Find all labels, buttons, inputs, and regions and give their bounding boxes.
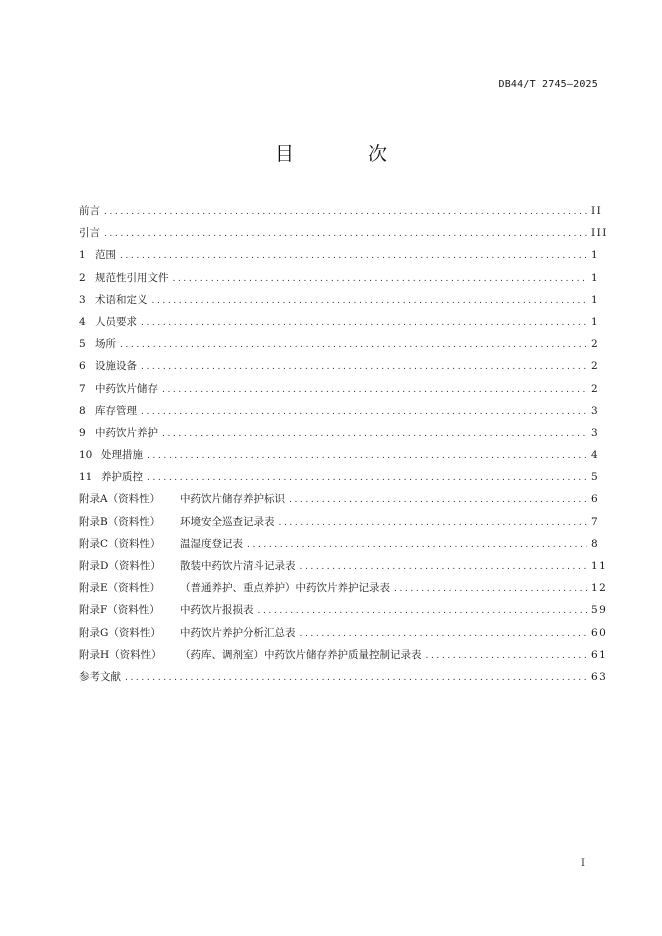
toc-entry-title: 人员要求	[95, 315, 137, 328]
toc-entry-title: 处理措施	[101, 449, 143, 462]
toc-entry-number: 附录C（资料性）	[79, 537, 161, 550]
toc-entry[interactable]	[79, 222, 608, 244]
toc-entry-title: 参考文献	[79, 670, 121, 683]
toc-entry-page: 1	[591, 249, 600, 262]
toc-entry[interactable]	[79, 666, 608, 688]
toc-dot-leader	[147, 467, 587, 489]
toc-entry-number: 附录A（资料性）	[79, 493, 161, 506]
toc-entry-page: 63	[591, 670, 608, 683]
toc-entry-title: 中药饮片储存养护标识	[180, 493, 285, 506]
toc-entry-page: II	[591, 205, 603, 217]
toc-entry-number: 3	[79, 293, 86, 306]
toc-entry-title: 引言	[79, 227, 100, 240]
toc-entry-page: 60	[591, 626, 608, 639]
toc-dot-leader	[141, 356, 587, 378]
toc-dot-leader	[152, 290, 588, 312]
toc-entry-title: 中药饮片储存	[95, 382, 158, 395]
toc-entry-page: 2	[591, 382, 600, 395]
toc-entry-title: 规范性引用文件	[95, 271, 169, 284]
toc-entry-title: 散装中药饮片清斗记录表	[180, 560, 296, 572]
toc-entry-number: 6	[79, 360, 86, 373]
toc-entry[interactable]	[79, 400, 599, 422]
toc-entry-title: 温湿度登记表	[180, 537, 243, 550]
toc-dot-leader	[394, 578, 587, 600]
toc-entry-page: 59	[591, 604, 608, 617]
toc-entry-title: （普通养护、重点养护）中药饮片养护记录表	[180, 582, 390, 595]
toc-entry-title: 前言	[79, 205, 100, 217]
toc-entry-number: 10	[79, 449, 93, 462]
toc-dot-leader	[289, 489, 587, 511]
toc-entry[interactable]	[79, 622, 608, 644]
toc-entry-page: 7	[591, 515, 600, 528]
toc-entry-page: 3	[591, 426, 600, 439]
toc-entry-title: 中药饮片养护	[95, 426, 158, 439]
toc-entry-title: 环境安全巡查记录表	[180, 515, 275, 528]
toc-dot-leader	[173, 268, 588, 290]
toc-entry-title: 养护质控	[101, 471, 143, 484]
toc-entry-page: 1	[591, 271, 600, 284]
page-number: I	[581, 858, 585, 869]
toc-dot-leader	[104, 201, 587, 223]
toc-entry[interactable]	[79, 444, 599, 466]
toc-dot-leader	[162, 379, 587, 401]
toc-entry[interactable]	[79, 289, 599, 311]
toc-entry-number: 2	[79, 271, 86, 284]
toc-entry[interactable]	[79, 533, 599, 555]
toc-entry-number: 附录D（资料性）	[79, 560, 161, 572]
toc-entry[interactable]	[79, 267, 599, 289]
toc-entry-title: 库存管理	[95, 404, 137, 417]
toc-entry-number: 附录B（资料性）	[79, 515, 161, 528]
toc-entry-number: 11	[79, 471, 93, 484]
toc-entry-page: 1	[591, 293, 600, 306]
toc-entry-number: 附录E（资料性）	[79, 582, 161, 595]
toc-dot-leader	[141, 312, 587, 334]
toc-entry-number: 8	[79, 404, 86, 417]
toc-entry[interactable]	[79, 599, 608, 621]
toc-entry-number: 5	[79, 338, 86, 351]
toc-entry-number: 4	[79, 315, 86, 328]
toc-entry-title: 设施设备	[95, 360, 137, 373]
toc-entry-number: 1	[79, 249, 86, 262]
toc-dot-leader	[141, 401, 587, 423]
toc-entry[interactable]	[79, 577, 608, 599]
toc-entry-page: 3	[591, 404, 600, 417]
toc-entry-page: 4	[591, 449, 600, 462]
toc-entry-page: 6	[591, 493, 600, 506]
toc-entry-title: 术语和定义	[95, 293, 148, 306]
toc-dot-leader	[147, 445, 587, 467]
toc-entry[interactable]	[79, 644, 608, 666]
toc-entry-number: 附录H（资料性）	[79, 648, 162, 661]
toc-entry[interactable]	[79, 466, 599, 488]
toc-dot-leader	[300, 556, 588, 578]
toc-dot-leader	[162, 423, 587, 445]
toc-entry[interactable]	[79, 244, 599, 266]
toc-dot-leader	[426, 645, 588, 667]
toc-entry-page: III	[590, 227, 608, 240]
toc-entry-title: （药库、调剂室）中药饮片储存养护质量控制记录表	[180, 648, 422, 661]
toc-entry-number: 7	[79, 382, 86, 395]
toc-entry-title: 中药饮片养护分析汇总表	[180, 626, 296, 639]
toc-entry[interactable]	[79, 355, 599, 377]
toc-entry[interactable]	[79, 422, 599, 444]
toc-entry[interactable]	[79, 378, 599, 400]
page-title: 目 次	[274, 143, 422, 165]
document-code: DB44/T 2745—2025	[498, 79, 598, 90]
toc-dot-leader	[258, 600, 588, 622]
toc-entry-title: 场所	[95, 338, 116, 351]
toc-entry-page: 5	[591, 471, 600, 484]
toc-entry[interactable]	[79, 511, 599, 533]
toc-entry-page: 1	[591, 315, 600, 328]
toc-entry[interactable]	[79, 488, 599, 510]
toc-entry-title: 范围	[95, 249, 116, 262]
toc-entry-number: 9	[79, 426, 86, 439]
table-of-contents	[79, 200, 608, 688]
toc-entry[interactable]	[79, 333, 599, 355]
toc-dot-leader	[104, 223, 587, 245]
toc-entry-page: 61	[591, 648, 608, 661]
toc-dot-leader	[120, 334, 587, 356]
toc-entry-page: 12	[591, 582, 608, 595]
toc-entry-page: 2	[591, 338, 600, 351]
toc-dot-leader	[300, 623, 588, 645]
toc-entry-title: 中药饮片报损表	[180, 604, 254, 617]
toc-dot-leader	[125, 667, 587, 689]
toc-dot-leader	[120, 245, 587, 267]
toc-entry-number: 附录F（资料性）	[79, 604, 160, 617]
toc-entry-page: 2	[591, 360, 600, 373]
toc-entry[interactable]	[79, 311, 599, 333]
toc-dot-leader	[279, 512, 588, 534]
toc-entry-page: 8	[591, 537, 600, 550]
toc-entry-page: 11	[591, 560, 608, 572]
toc-entry[interactable]	[79, 555, 608, 577]
toc-entry-number: 附录G（资料性）	[79, 626, 161, 639]
toc-entry[interactable]	[79, 200, 603, 222]
toc-dot-leader	[247, 534, 587, 556]
